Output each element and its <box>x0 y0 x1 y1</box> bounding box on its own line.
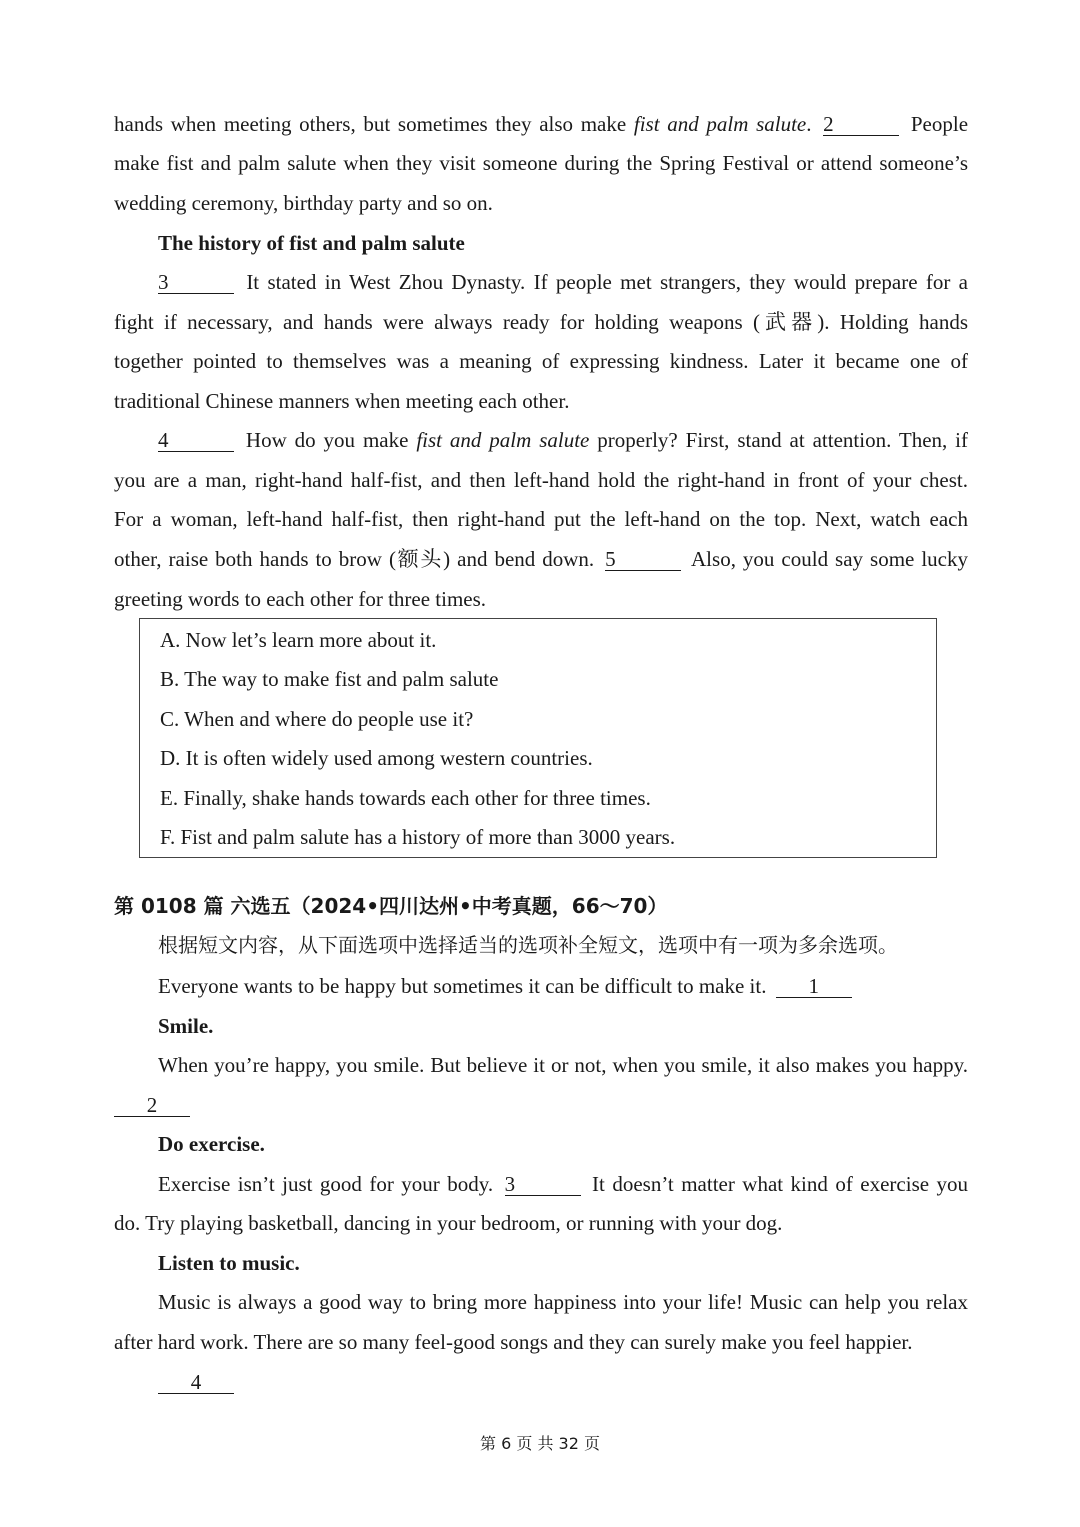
blank-5: 5 <box>605 548 681 571</box>
history-line2: fight if necessary, and hands were always ready for holding weapons (武器). Holding hands <box>114 310 968 334</box>
how-line5: greeting words to each other for three times. <box>114 587 487 611</box>
intro-line: Everyone wants to be happy but sometimes it can be difficult to make it. 1 <box>158 972 968 1000</box>
heading-smile: Smile. <box>158 1014 214 1038</box>
blank-4: 4 <box>158 429 234 452</box>
blank-2b: 2 <box>114 1094 190 1117</box>
how-line2: you are a man, right-hand half-fist, and then left-hand hold the right-hand in front of your chest. <box>114 468 968 492</box>
blank-3b: 3 <box>505 1173 581 1196</box>
option-b: B. The way to make fist and palm salute <box>160 667 499 691</box>
option-d: D. It is often widely used among western countries. <box>160 746 593 770</box>
heading-exercise: Do exercise. <box>158 1132 265 1156</box>
para1-line2: make fist and palm salute when they visit someone during the Spring Festival or attend someone’s <box>114 151 968 175</box>
music-line3 <box>158 1368 968 1396</box>
page-footer: 第 6 页 共 32 页 <box>480 1434 600 1453</box>
blank-3: 3 <box>158 271 234 294</box>
how-line3: For a woman, left-hand half-fist, then right-hand put the left-hand on the top. Next, watch each <box>114 507 968 531</box>
blank-4b: 4 <box>158 1371 234 1394</box>
para1-line3: wedding ceremony, birthday party and so on. <box>114 191 493 215</box>
heading-history: The history of fist and palm salute <box>158 231 465 255</box>
music-line2: after hard work. There are so many feel-good songs and they can surely make you feel happier. <box>114 1330 913 1354</box>
blank-1: 1 <box>776 975 852 998</box>
heading-music: Listen to music. <box>158 1251 300 1275</box>
option-f: F. Fist and palm salute has a history of more than 3000 years. <box>160 825 676 849</box>
history-line3: together pointed to themselves was a meaning of expressing kindness. Later it became one of <box>114 349 968 373</box>
option-c: C. When and where do people use it? <box>160 707 474 731</box>
blank-2: 2 <box>823 113 899 136</box>
exercise-line1: Exercise isn’t just good for your body. 3 It doesn’t matter what kind of exercise you <box>158 1172 969 1196</box>
option-e: E. Finally, shake hands towards each other for three times. <box>160 786 651 810</box>
term-italic: fist and palm salute <box>416 428 590 452</box>
options-box <box>139 618 937 858</box>
section-title: 第 0108 篇 六选五（2024•四川达州•中考真题，66～70） <box>114 894 668 918</box>
exercise-line2: do. Try playing basketball, dancing in your bedroom, or running with your dog. <box>114 1211 783 1235</box>
smile-line2 <box>114 1091 968 1119</box>
instruction: 根据短文内容，从下面选项中选择适当的选项补全短文，选项中有一项为多余选项。 <box>158 933 898 957</box>
history-line4: traditional Chinese manners when meeting each other. <box>114 389 570 413</box>
history-line1: 3 It stated in West Zhou Dynasty. If people met strangers, they would prepare for a <box>158 270 968 294</box>
how-line1: 4 How do you make fist and palm salute properly? First, stand at attention. Then, if <box>158 428 968 452</box>
music-line1: Music is always a good way to bring more happiness into your life! Music can help you relax <box>158 1290 968 1314</box>
how-line4: other, raise both hands to brow (额头) and bend down. 5 Also, you could say some lucky <box>114 547 969 571</box>
para1-line1: hands when meeting others, but sometimes they also make fist and palm salute. 2 People <box>114 112 969 136</box>
option-a: A. Now let’s learn more about it. <box>160 628 437 652</box>
term-italic: fist and palm salute <box>633 112 807 136</box>
smile-line1: When you’re happy, you smile. But believe it or not, when you smile, it also makes you happy. <box>158 1053 968 1077</box>
